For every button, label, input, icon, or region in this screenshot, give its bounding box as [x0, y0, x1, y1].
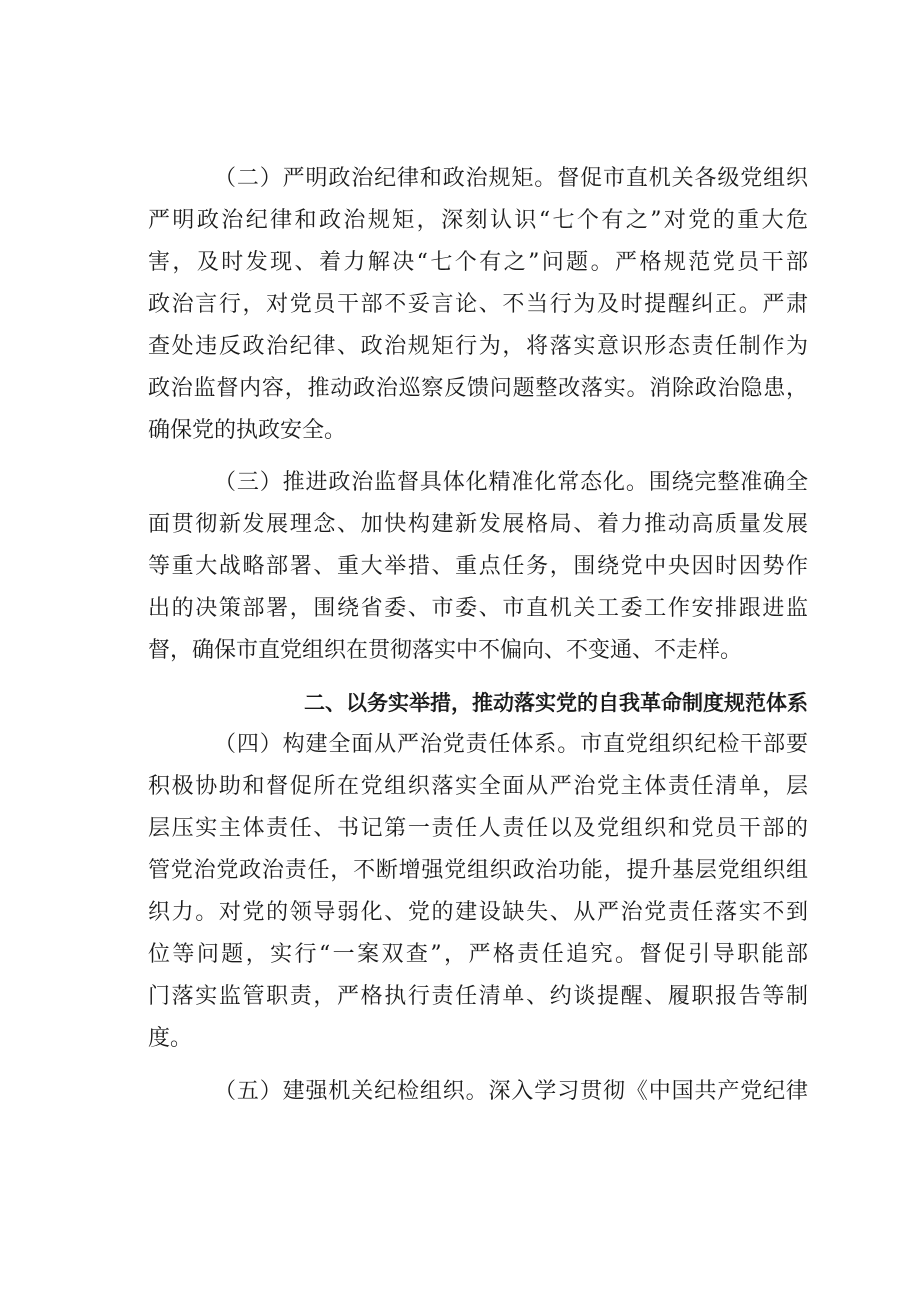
- paragraph-line: 等重大战略部署、重大举措、重点任务，围绕党中央因时因势作: [148, 554, 808, 579]
- paragraph-line: 害，及时发现、着力解决“七个有之”问题。严格规范党员干部: [148, 250, 808, 275]
- paragraph-line: 度。: [148, 1026, 193, 1051]
- paragraph-line: 政治言行，对党员干部不妥言论、不当行为及时提醒纠正。严肃: [148, 292, 808, 317]
- paragraph-line: 确保党的执政安全。: [148, 418, 347, 443]
- paragraph-line: （二）严明政治纪律和政治规矩。督促市直机关各级党组织: [214, 166, 808, 191]
- paragraph-line: 督，确保市直党组织在贯彻落实中不偏向、不变通、不走样。: [148, 638, 743, 663]
- paragraph-line: 位等问题，实行“一案双查”，严格责任追究。督促引导职能部: [148, 942, 808, 967]
- paragraph-item-2: [148, 158, 808, 452]
- paragraph-item-3: [148, 462, 808, 672]
- paragraph-line: 管党治党政治责任，不断增强党组织政治功能，提升基层党组织组: [148, 858, 808, 883]
- paragraph-line: 出的决策部署，围绕省委、市委、市直机关工委工作安排跟进监: [148, 596, 808, 621]
- paragraph-line: （五）建强机关纪检组织。深入学习贯彻《中国共产党纪律: [214, 1079, 808, 1104]
- section-heading: 二、以务实举措，推动落实党的自我革命制度规范体系: [304, 691, 808, 715]
- paragraph-line: 积极协助和督促所在党组织落实全面从严治党主体责任清单，层: [148, 774, 808, 799]
- paragraph-line: 查处违反政治纪律、政治规矩行为，将落实意识形态责任制作为: [148, 334, 808, 359]
- paragraph-item-4: [148, 724, 808, 1060]
- paragraph-line: 政治监督内容，推动政治巡察反馈问题整改落实。消除政治隐患，: [148, 376, 808, 401]
- paragraph-item-5: [148, 1071, 808, 1113]
- paragraph-line: 织力。对党的领导弱化、党的建设缺失、从严治党责任落实不到: [148, 900, 808, 925]
- paragraph-line: 严明政治纪律和政治规矩，深刻认识“七个有之”对党的重大危: [148, 208, 808, 233]
- paragraph-line: （四）构建全面从严治党责任体系。市直党组织纪检干部要: [214, 732, 808, 757]
- paragraph-line: 层压实主体责任、书记第一责任人责任以及党组织和党员干部的: [148, 816, 808, 841]
- paragraph-line: 门落实监管职责，严格执行责任清单、约谈提醒、履职报告等制: [148, 984, 808, 1009]
- paragraph-line: 面贯彻新发展理念、加快构建新发展格局、着力推动高质量发展: [148, 512, 808, 537]
- paragraph-line: （三）推进政治监督具体化精准化常态化。围绕完整准确全: [214, 470, 808, 495]
